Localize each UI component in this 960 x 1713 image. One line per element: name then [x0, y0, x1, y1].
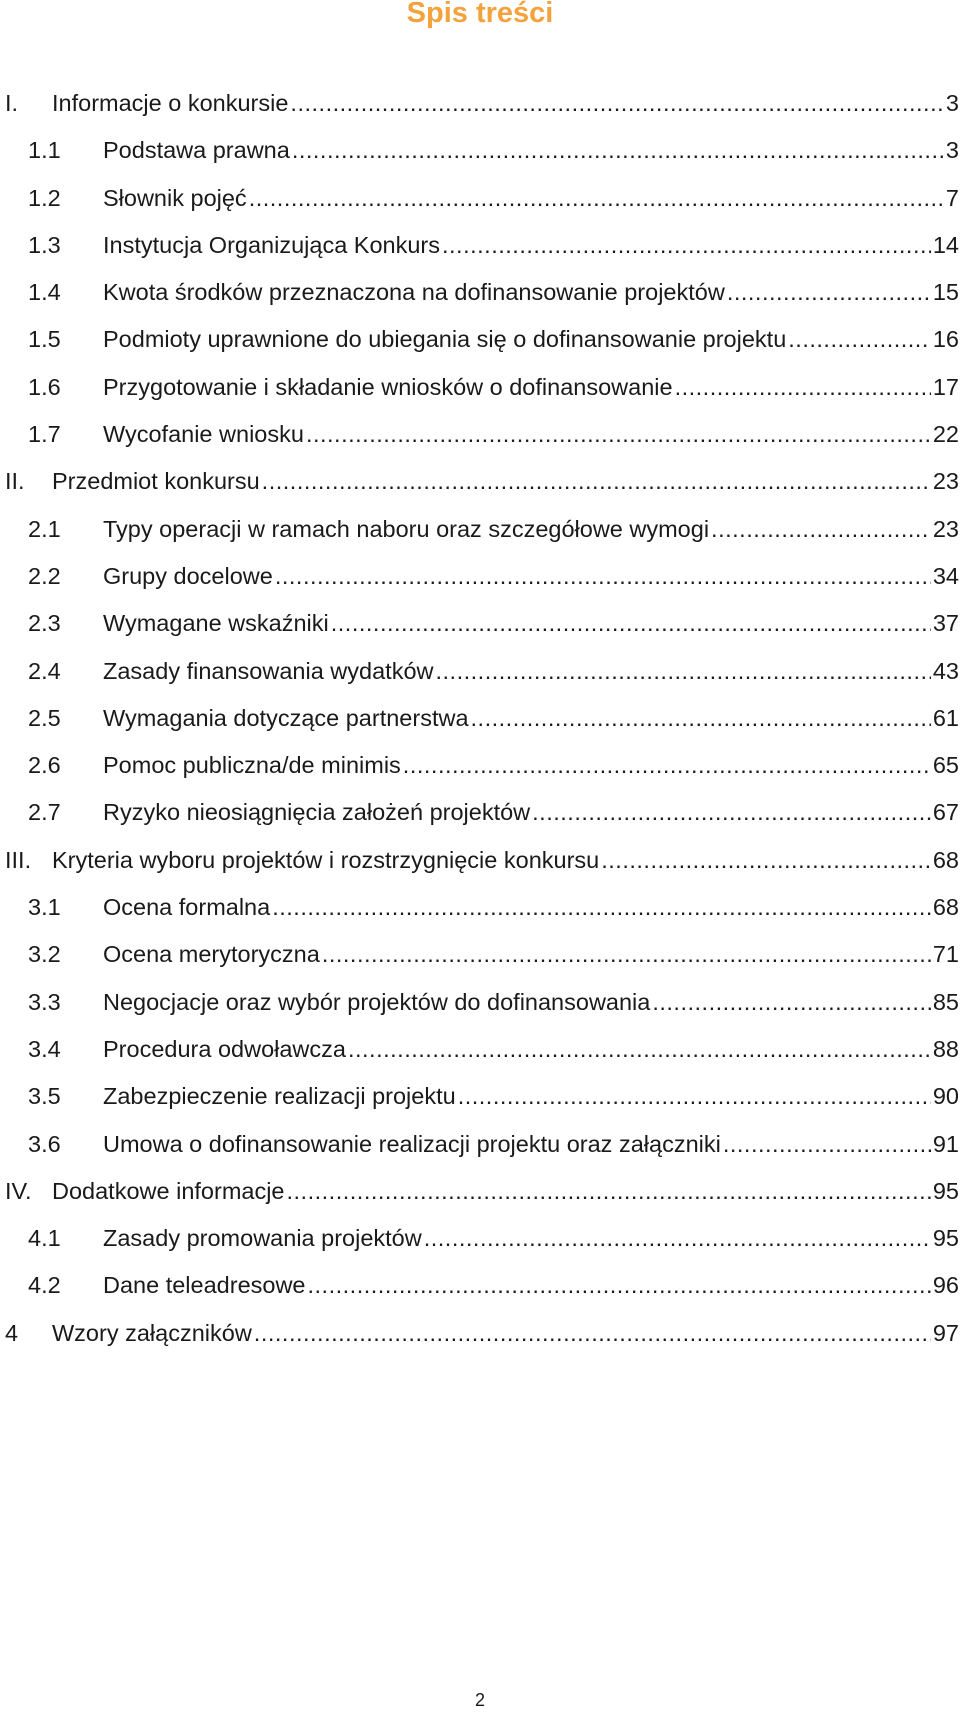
toc-entry-page: 7	[945, 184, 959, 211]
toc-entry-label: Podstawa prawna	[103, 137, 290, 164]
toc-dot-leader	[331, 600, 931, 647]
toc-section-entry[interactable]	[0, 979, 959, 1026]
toc-entry-page: 22	[932, 421, 959, 448]
toc-section-entry[interactable]	[0, 695, 959, 742]
toc-chapter-entry[interactable]	[0, 1168, 959, 1215]
toc-entry-page: 61	[932, 704, 959, 731]
toc-entry-number: 1.1	[28, 137, 61, 164]
toc-entry-page: 97	[932, 1319, 959, 1346]
toc-entry-page: 65	[932, 752, 959, 779]
toc-dot-leader	[292, 127, 944, 174]
toc-entry-label: Dodatkowe informacje	[52, 1177, 285, 1204]
toc-entry-number: 2.6	[28, 752, 61, 779]
toc-entry-label: Wycofanie wniosku	[103, 421, 304, 448]
toc-entry-page: 91	[932, 1130, 959, 1157]
toc-entry-label: Wzory załączników	[52, 1319, 252, 1346]
toc-entry-number: 4	[5, 1319, 19, 1346]
toc-dot-leader	[249, 175, 944, 222]
toc-entry-number: 2.1	[28, 515, 61, 542]
toc-entry-label: Negocjacje oraz wybór projektów do dofinansowania	[103, 988, 651, 1015]
toc-section-entry[interactable]	[0, 316, 959, 363]
toc-dot-leader	[308, 1262, 931, 1309]
toc-dot-leader	[290, 80, 944, 127]
toc-entry-number: 3.1	[28, 894, 61, 921]
toc-entry-page: 23	[932, 515, 959, 542]
toc-entry-label: Grupy docelowe	[103, 562, 273, 589]
toc-entry-page: 16	[932, 326, 959, 353]
toc-section-entry[interactable]	[0, 364, 959, 411]
toc-entry-label: Typy operacji w ramach naboru oraz szczegółowe wymogi	[103, 515, 710, 542]
toc-entry-number: 2.2	[28, 562, 61, 589]
toc-entry-page: 14	[932, 231, 959, 258]
toc-entry-label: Przygotowanie i składanie wniosków o dofinansowanie	[103, 373, 673, 400]
toc-entry-number: 2.7	[28, 799, 61, 826]
toc-entry-number: 1.7	[28, 421, 61, 448]
toc-dot-leader	[435, 648, 930, 695]
toc-section-entry[interactable]	[0, 884, 959, 931]
toc-section-entry[interactable]	[0, 1026, 959, 1073]
toc-section-entry[interactable]	[0, 931, 959, 978]
toc-entry-number: 1.2	[28, 184, 61, 211]
toc-entry-label: Dane teleadresowe	[103, 1272, 306, 1299]
toc-section-entry[interactable]	[0, 269, 959, 316]
toc-entry-label: Ocena formalna	[103, 894, 271, 921]
toc-entry-number: 4.2	[28, 1272, 61, 1299]
toc-entry-number: IV.	[5, 1177, 32, 1204]
toc-entry-number: 1.6	[28, 373, 61, 400]
toc-dot-leader	[306, 411, 931, 458]
toc-section-entry[interactable]	[0, 742, 959, 789]
toc-section-entry[interactable]	[0, 506, 959, 553]
toc-entry-number: 2.4	[28, 657, 61, 684]
toc-dot-leader	[727, 269, 931, 316]
toc-chapter-entry[interactable]	[0, 1310, 959, 1357]
toc-entry-page: 37	[932, 610, 959, 637]
toc-chapter-entry[interactable]	[0, 837, 959, 884]
toc-entry-page: 95	[932, 1225, 959, 1252]
toc-entry-number: II.	[5, 468, 25, 495]
toc-section-entry[interactable]	[0, 127, 959, 174]
toc-entry-page: 3	[945, 90, 959, 116]
toc-section-entry[interactable]	[0, 553, 959, 600]
toc-entry-label: Ryzyko nieosiągnięcia założeń projektów	[103, 799, 531, 826]
toc-entry-number: 4.1	[28, 1225, 61, 1252]
toc-entry-page: 17	[932, 373, 959, 400]
toc-entry-page: 85	[932, 988, 959, 1015]
toc-title: Spis treści	[406, 0, 554, 29]
toc-chapter-entry[interactable]	[0, 458, 959, 505]
toc-dot-leader	[403, 742, 931, 789]
toc-entry-label: Informacje o konkursie	[52, 90, 289, 116]
toc-dot-leader	[262, 458, 931, 505]
toc-entry-page: 15	[932, 279, 959, 306]
toc-entry-number: 1.4	[28, 279, 61, 306]
toc-entry-label: Procedura odwoławcza	[103, 1035, 346, 1062]
toc-entry-label: Zasady finansowania wydatków	[103, 657, 434, 684]
toc-entry-label: Kwota środków przeznaczona na dofinansowanie projektów	[103, 279, 725, 306]
toc-dot-leader	[675, 364, 931, 411]
page-number: 2	[474, 1690, 485, 1710]
toc-entry-page: 3	[945, 137, 959, 164]
toc-entry-page: 43	[932, 657, 959, 684]
toc-entry-page: 67	[932, 799, 959, 826]
toc-entry-label: Słownik pojęć	[103, 184, 247, 211]
toc-section-entry[interactable]	[0, 789, 959, 836]
toc-entry-number: 1.5	[28, 326, 61, 353]
toc-entry-label: Kryteria wyboru projektów i rozstrzygnięcie konkursu	[52, 846, 600, 873]
toc-entry-number: 2.3	[28, 610, 61, 637]
toc-dot-leader	[424, 1215, 931, 1262]
toc-dot-leader	[711, 506, 931, 553]
toc-chapter-entry[interactable]	[0, 80, 959, 127]
toc-entry-page: 68	[932, 846, 959, 873]
toc-entry-label: Umowa o dofinansowanie realizacji projektu oraz załączniki	[103, 1130, 721, 1157]
toc-entry-label: Pomoc publiczna/de minimis	[103, 752, 401, 779]
toc-entry-number: 3.3	[28, 988, 61, 1015]
toc-entry-number: III.	[5, 846, 32, 873]
toc-dot-leader	[275, 553, 931, 600]
toc-entry-page: 90	[932, 1083, 959, 1110]
toc-entry-label: Podmioty uprawnione do ubiegania się o dofinansowanie projektu	[103, 326, 787, 353]
toc-entry-page: 88	[932, 1035, 959, 1062]
toc-dot-leader	[287, 1168, 931, 1215]
toc-dot-leader	[254, 1310, 931, 1357]
toc-entry-page: 71	[932, 941, 959, 968]
toc-entry-label: Ocena merytoryczna	[103, 941, 320, 968]
toc-section-entry[interactable]	[0, 175, 959, 222]
toc-entry-page: 95	[932, 1177, 959, 1204]
toc-entry-label: Przedmiot konkursu	[52, 468, 260, 495]
toc-entry-label: Zasady promowania projektów	[103, 1225, 422, 1252]
toc-entry-page: 68	[932, 894, 959, 921]
toc-entry-number: 2.5	[28, 704, 61, 731]
toc-section-entry[interactable]	[0, 1121, 959, 1168]
toc-dot-leader	[322, 931, 931, 978]
toc-entry-number: 3.2	[28, 941, 61, 968]
toc-dot-leader	[652, 979, 931, 1026]
toc-entry-page: 23	[932, 468, 959, 495]
toc-dot-leader	[272, 884, 931, 931]
toc-entry-label: Wymagania dotyczące partnerstwa	[103, 704, 469, 731]
toc-section-entry[interactable]	[0, 648, 959, 695]
toc-dot-leader	[458, 1073, 931, 1120]
toc-dot-leader	[723, 1121, 931, 1168]
toc-entry-label: Wymagane wskaźniki	[103, 610, 329, 637]
toc-dot-leader	[788, 316, 931, 363]
toc-entry-number: 1.3	[28, 231, 61, 258]
toc-entry-page: 34	[932, 562, 959, 589]
toc-dot-leader	[348, 1026, 931, 1073]
toc-entry-number: 3.6	[28, 1130, 61, 1157]
toc-entry-label: Zabezpieczenie realizacji projektu	[103, 1083, 456, 1110]
toc-dot-leader	[471, 695, 931, 742]
toc-section-entry[interactable]	[0, 1215, 959, 1262]
toc-entry-number: 3.4	[28, 1035, 61, 1062]
toc-entry-label: Instytucja Organizująca Konkurs	[103, 231, 440, 258]
toc-dot-leader	[601, 837, 931, 884]
toc-entry-number: 3.5	[28, 1083, 61, 1110]
toc-section-entry[interactable]	[0, 222, 959, 269]
toc-dot-leader	[532, 789, 931, 836]
toc-entry-page: 96	[932, 1272, 959, 1299]
toc-dot-leader	[442, 222, 931, 269]
toc-section-entry[interactable]	[0, 1262, 959, 1309]
toc-section-entry[interactable]	[0, 600, 959, 647]
toc-entry-number: I.	[5, 90, 19, 116]
toc-section-entry[interactable]	[0, 411, 959, 458]
table-of-contents	[0, 80, 960, 1357]
toc-section-entry[interactable]	[0, 1073, 959, 1120]
